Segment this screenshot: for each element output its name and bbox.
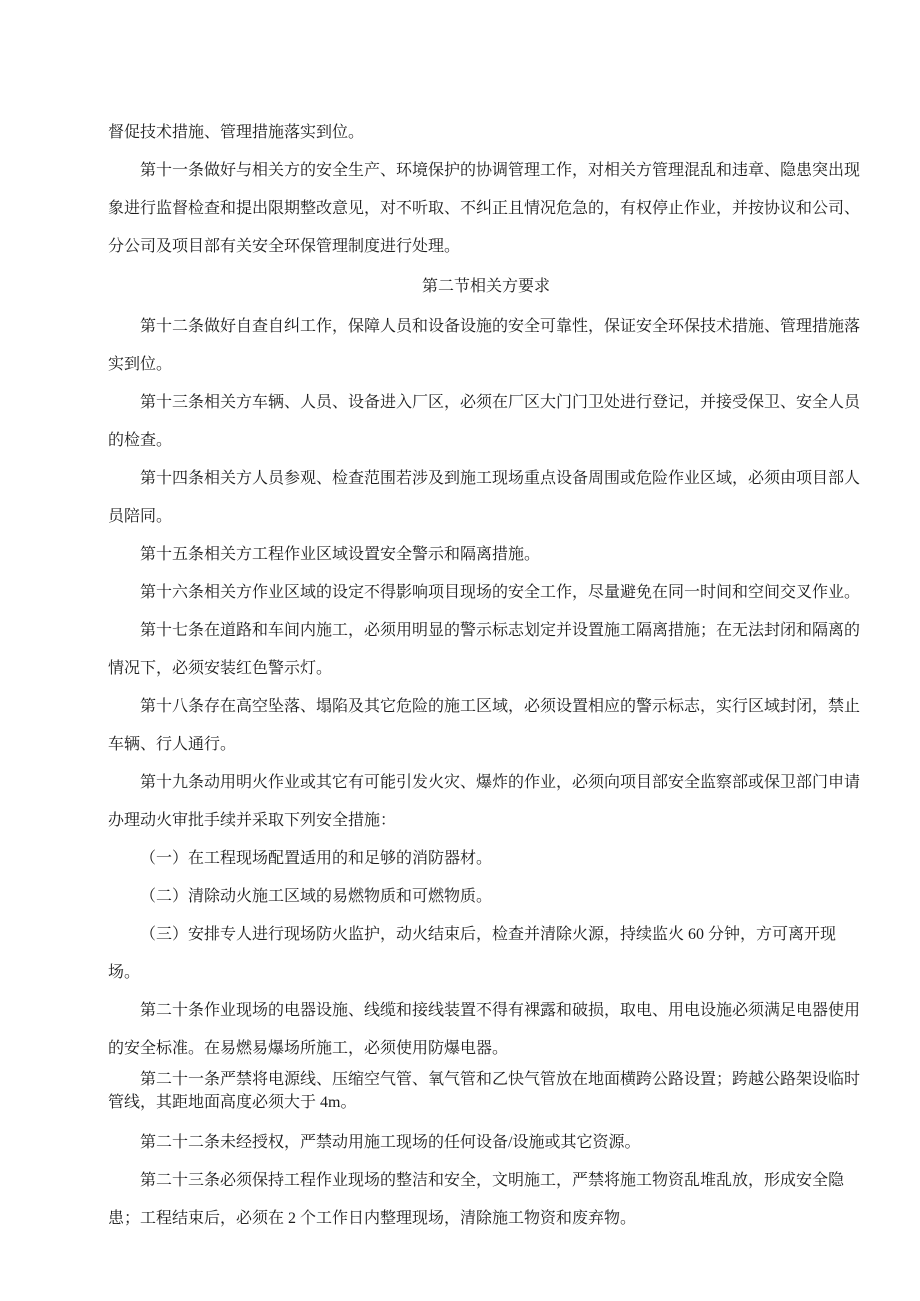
para-article-17: 第十七条在道路和车间内施工，必须用明显的警示标志划定并设置施工隔离措施；在无法封闭和隔离的情况下，必须安装红色警示灯。: [108, 622, 861, 677]
para-article-20: 第二十条作业现场的电器设施、线缆和接线装置不得有裸露和破损，取电、用电设施必须满足电器使用的安全标准。在易燃易爆场所施工，必须使用防爆电器。: [108, 1002, 861, 1057]
list-item-2: （二）清除动火施工区域的易燃物质和可燃物质。: [140, 888, 493, 905]
para-article-21: 第二十一条严禁将电源线、压缩空气管、氧气管和乙快气管放在地面横跨公路设置；跨越公路架设临时管线，其距地面高度必须大于 4m。: [108, 1071, 861, 1111]
section-heading: 第二节相关方要求: [421, 278, 550, 295]
para-article-14: 第十四条相关方人员参观、检查范围若涉及到施工现场重点设备周围或危险作业区域，必须由项目部人员陪同。: [108, 470, 861, 525]
para-article-23: 第二十三条必须保持工程作业现场的整洁和安全，文明施工，严禁将施工物资乱堆乱放，形成安全隐患；工程结束后，必须在 2 个工作日内整理现场，清除施工物资和废弃物。: [108, 1172, 845, 1227]
para-article-15: 第十五条相关方工程作业区域设置安全警示和隔离措施。: [140, 546, 541, 563]
para-article-18: 第十八条存在高空坠落、塌陷及其它危险的施工区域，必须设置相应的警示标志，实行区域封闭，禁止车辆、行人通行。: [108, 698, 861, 753]
para-article-22: 第二十二条未经授权，严禁动用施工现场的任何设备/设施或其它资源。: [140, 1134, 641, 1151]
para-continuation: 督促技术措施、管理措施落实到位。: [108, 124, 365, 141]
para-article-13: 第十三条相关方车辆、人员、设备进入厂区，必须在厂区大门门卫处进行登记，并接受保卫、安全人员的检查。: [108, 394, 861, 449]
list-item-3: （三）安排专人进行现场防火监护，动火结束后，检查并清除火源，持续监火 60 分钟，方可离开现场。: [108, 926, 837, 981]
list-item-1: （一）在工程现场配置适用的和足够的消防器材。: [140, 850, 493, 867]
para-article-12: 第十二条做好自查自纠工作，保障人员和设备设施的安全可靠性，保证安全环保技术措施、管理措施落实到位。: [108, 318, 861, 373]
document-body: [108, 114, 864, 1238]
para-article-16: 第十六条相关方作业区域的设定不得影响项目现场的安全工作，尽量避免在同一时间和空间交叉作业。: [140, 584, 861, 601]
para-article-19: 第十九条动用明火作业或其它有可能引发火灾、爆炸的作业，必须向项目部安全监察部或保卫部门申请办理动火审批手续并采取下列安全措施：: [108, 774, 861, 829]
para-article-11: 第十一条做好与相关方的安全生产、环境保护的协调管理工作，对相关方管理混乱和违章、隐患突出现象进行监督检查和提出限期整改意见，对不听取、不纠正且情况危急的，有权停止作业，并按协议和公司、分公司及项目部有关安全环保管理制度进行处理。: [108, 162, 861, 255]
